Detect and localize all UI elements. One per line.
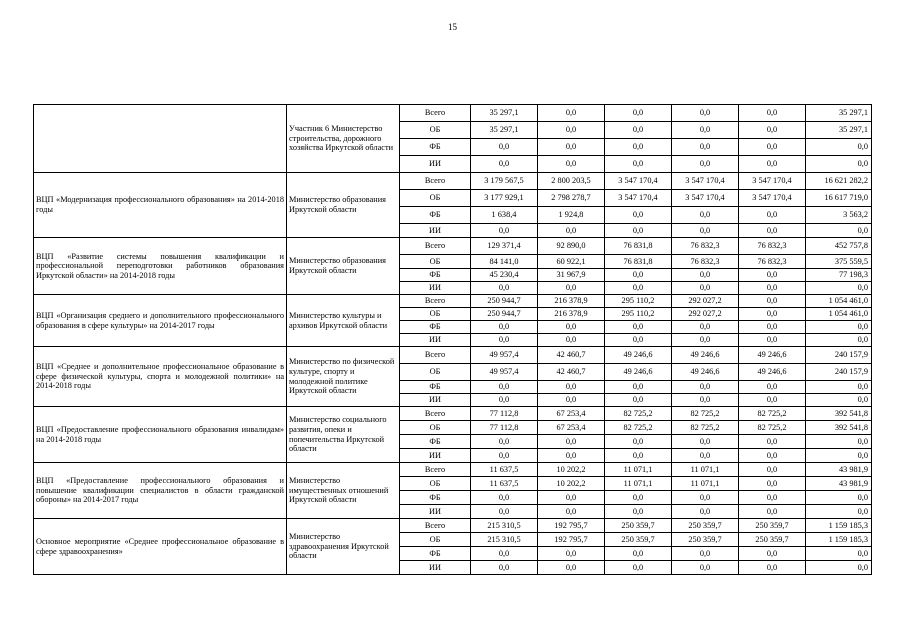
year-value: 3 547 170,4 <box>605 190 672 207</box>
total-value: 43 981,9 <box>806 463 872 477</box>
year-value: 0,0 <box>605 381 672 394</box>
year-value: 3 177 929,1 <box>471 190 538 207</box>
year-value: 0,0 <box>739 122 806 139</box>
year-value: 0,0 <box>605 224 672 238</box>
funding-source: ФБ <box>400 269 471 282</box>
year-value: 11 071,1 <box>605 463 672 477</box>
total-value: 0,0 <box>806 139 872 156</box>
year-value: 0,0 <box>605 561 672 575</box>
year-value: 0,0 <box>605 122 672 139</box>
year-value: 11 637,5 <box>471 477 538 491</box>
funding-source: ФБ <box>400 207 471 224</box>
total-value: 452 757,8 <box>806 238 872 255</box>
year-value: 0,0 <box>672 381 739 394</box>
year-value: 0,0 <box>471 139 538 156</box>
budget-table-body <box>34 105 872 575</box>
year-value: 0,0 <box>739 477 806 491</box>
year-value: 0,0 <box>605 269 672 282</box>
year-value: 295 110,2 <box>605 295 672 308</box>
year-value: 0,0 <box>471 224 538 238</box>
year-value: 82 725,2 <box>672 421 739 435</box>
year-value: 0,0 <box>739 449 806 463</box>
responsible-executor: Министерство социального развития, опеки и попечительства Иркутской области <box>287 407 400 463</box>
funding-source: Всего <box>400 105 471 122</box>
total-value: 35 297,1 <box>806 105 872 122</box>
year-value: 0,0 <box>538 547 605 561</box>
total-value: 1 159 185,3 <box>806 519 872 533</box>
funding-source: ФБ <box>400 321 471 334</box>
year-value: 292 027,2 <box>672 295 739 308</box>
total-value: 0,0 <box>806 435 872 449</box>
year-value: 49 246,6 <box>739 347 806 364</box>
program-name <box>34 105 287 173</box>
year-value: 0,0 <box>605 449 672 463</box>
year-value: 82 725,2 <box>605 421 672 435</box>
funding-source: ФБ <box>400 435 471 449</box>
year-value: 82 725,2 <box>672 407 739 421</box>
year-value: 11 071,1 <box>672 463 739 477</box>
responsible-executor: Министерство по физической культуре, спорту и молодежной политике Иркутской области <box>287 347 400 407</box>
year-value: 0,0 <box>538 321 605 334</box>
table-row <box>34 295 872 308</box>
year-value: 49 957,4 <box>471 347 538 364</box>
funding-source: ФБ <box>400 547 471 561</box>
year-value: 0,0 <box>739 381 806 394</box>
total-value: 0,0 <box>806 381 872 394</box>
total-value: 0,0 <box>806 491 872 505</box>
program-name: ВЦП «Среднее и дополнительное профессиональное образование в сфере физической культуры, спорта и молодежной политики» на 2014-2018 годы <box>34 347 287 407</box>
funding-source: Всего <box>400 407 471 421</box>
year-value: 82 725,2 <box>739 421 806 435</box>
year-value: 0,0 <box>538 105 605 122</box>
funding-source: ИИ <box>400 224 471 238</box>
year-value: 250 359,7 <box>672 519 739 533</box>
year-value: 0,0 <box>605 394 672 407</box>
year-value: 0,0 <box>739 505 806 519</box>
year-value: 295 110,2 <box>605 308 672 321</box>
year-value: 3 547 170,4 <box>739 190 806 207</box>
year-value: 84 141,0 <box>471 255 538 269</box>
funding-source: Всего <box>400 173 471 190</box>
table-row <box>34 463 872 477</box>
year-value: 0,0 <box>471 282 538 295</box>
year-value: 0,0 <box>672 105 739 122</box>
year-value: 76 832,3 <box>739 238 806 255</box>
year-value: 11 637,5 <box>471 463 538 477</box>
funding-source: ИИ <box>400 282 471 295</box>
year-value: 0,0 <box>605 334 672 347</box>
year-value: 0,0 <box>471 491 538 505</box>
year-value: 82 725,2 <box>739 407 806 421</box>
year-value: 0,0 <box>538 122 605 139</box>
year-value: 0,0 <box>739 334 806 347</box>
year-value: 0,0 <box>672 122 739 139</box>
year-value: 0,0 <box>605 505 672 519</box>
year-value: 0,0 <box>739 139 806 156</box>
year-value: 42 460,7 <box>538 364 605 381</box>
table-row <box>34 347 872 364</box>
table-row <box>34 407 872 421</box>
year-value: 49 246,6 <box>672 347 739 364</box>
program-name: Основное мероприятие «Среднее профессиональное образование в сфере здравоохранения» <box>34 519 287 575</box>
year-value: 0,0 <box>739 491 806 505</box>
total-value: 240 157,9 <box>806 364 872 381</box>
year-value: 0,0 <box>605 139 672 156</box>
year-value: 0,0 <box>672 321 739 334</box>
year-value: 0,0 <box>739 156 806 173</box>
year-value: 1 638,4 <box>471 207 538 224</box>
year-value: 0,0 <box>672 491 739 505</box>
funding-source: ОБ <box>400 533 471 547</box>
year-value: 2 798 278,7 <box>538 190 605 207</box>
total-value: 16 621 282,2 <box>806 173 872 190</box>
program-name: ВЦП «Предоставление профессионального образования и повышение квалификации специалистов в области гражданской обороны» на 2014-2017 годы <box>34 463 287 519</box>
year-value: 0,0 <box>739 224 806 238</box>
funding-source: ИИ <box>400 449 471 463</box>
year-value: 215 310,5 <box>471 533 538 547</box>
responsible-executor: Министерство культуры и архивов Иркутской области <box>287 295 400 347</box>
year-value: 0,0 <box>672 505 739 519</box>
year-value: 0,0 <box>471 561 538 575</box>
program-name: ВЦП «Организация среднего и дополнительного профессионального образования в сфере культуры» на 2014-2017 годы <box>34 295 287 347</box>
program-name: ВЦП «Развитие системы повышения квалификации и профессиональной переподготовки работников образования Иркутской области» на 2014-2018 годы <box>34 238 287 295</box>
year-value: 49 246,6 <box>672 364 739 381</box>
year-value: 11 071,1 <box>672 477 739 491</box>
year-value: 0,0 <box>739 207 806 224</box>
funding-source: Всего <box>400 463 471 477</box>
year-value: 11 071,1 <box>605 477 672 491</box>
year-value: 0,0 <box>739 561 806 575</box>
table-row <box>34 238 872 255</box>
funding-source: Всего <box>400 519 471 533</box>
year-value: 0,0 <box>471 381 538 394</box>
total-value: 35 297,1 <box>806 122 872 139</box>
funding-source: ИИ <box>400 561 471 575</box>
year-value: 0,0 <box>739 295 806 308</box>
year-value: 0,0 <box>471 321 538 334</box>
year-value: 82 725,2 <box>605 407 672 421</box>
year-value: 0,0 <box>672 561 739 575</box>
year-value: 216 378,9 <box>538 308 605 321</box>
year-value: 0,0 <box>739 269 806 282</box>
year-value: 129 371,4 <box>471 238 538 255</box>
year-value: 0,0 <box>538 224 605 238</box>
year-value: 76 832,3 <box>672 255 739 269</box>
year-value: 192 795,7 <box>538 533 605 547</box>
year-value: 60 922,1 <box>538 255 605 269</box>
funding-source: ОБ <box>400 122 471 139</box>
year-value: 0,0 <box>672 156 739 173</box>
table-row <box>34 173 872 190</box>
year-value: 250 359,7 <box>605 519 672 533</box>
year-value: 0,0 <box>739 282 806 295</box>
year-value: 49 957,4 <box>471 364 538 381</box>
funding-source: Всего <box>400 347 471 364</box>
total-value: 1 159 185,3 <box>806 533 872 547</box>
year-value: 0,0 <box>739 463 806 477</box>
year-value: 0,0 <box>538 334 605 347</box>
funding-source: ФБ <box>400 381 471 394</box>
year-value: 250 359,7 <box>605 533 672 547</box>
year-value: 0,0 <box>605 207 672 224</box>
year-value: 0,0 <box>538 139 605 156</box>
funding-source: ОБ <box>400 308 471 321</box>
year-value: 49 246,6 <box>739 364 806 381</box>
year-value: 0,0 <box>538 561 605 575</box>
year-value: 0,0 <box>739 435 806 449</box>
year-value: 216 378,9 <box>538 295 605 308</box>
funding-source: ИИ <box>400 156 471 173</box>
table-row <box>34 105 872 122</box>
year-value: 0,0 <box>538 394 605 407</box>
total-value: 1 054 461,0 <box>806 295 872 308</box>
program-name: ВЦП «Предоставление профессионального образования инвалидам» на 2014-2018 годы <box>34 407 287 463</box>
year-value: 0,0 <box>605 321 672 334</box>
total-value: 0,0 <box>806 561 872 575</box>
table-row <box>34 519 872 533</box>
year-value: 0,0 <box>672 282 739 295</box>
year-value: 0,0 <box>739 321 806 334</box>
year-value: 0,0 <box>471 156 538 173</box>
year-value: 0,0 <box>471 435 538 449</box>
year-value: 0,0 <box>471 334 538 347</box>
year-value: 76 831,8 <box>605 238 672 255</box>
year-value: 0,0 <box>739 308 806 321</box>
year-value: 0,0 <box>471 449 538 463</box>
total-value: 0,0 <box>806 224 872 238</box>
funding-source: ИИ <box>400 505 471 519</box>
total-value: 3 563,2 <box>806 207 872 224</box>
year-value: 76 832,3 <box>739 255 806 269</box>
year-value: 3 547 170,4 <box>672 173 739 190</box>
program-name: ВЦП «Модернизация профессионального образования» на 2014-2018 годы <box>34 173 287 238</box>
year-value: 250 944,7 <box>471 295 538 308</box>
funding-source: ОБ <box>400 364 471 381</box>
year-value: 0,0 <box>538 491 605 505</box>
year-value: 292 027,2 <box>672 308 739 321</box>
funding-source: ИИ <box>400 394 471 407</box>
year-value: 192 795,7 <box>538 519 605 533</box>
year-value: 0,0 <box>672 334 739 347</box>
year-value: 3 547 170,4 <box>672 190 739 207</box>
year-value: 49 246,6 <box>605 347 672 364</box>
year-value: 0,0 <box>672 224 739 238</box>
year-value: 0,0 <box>605 547 672 561</box>
total-value: 0,0 <box>806 547 872 561</box>
funding-source: ОБ <box>400 255 471 269</box>
total-value: 1 054 461,0 <box>806 308 872 321</box>
responsible-executor: Министерство имущественных отношений Иркутской области <box>287 463 400 519</box>
funding-source: Всего <box>400 238 471 255</box>
total-value: 0,0 <box>806 449 872 463</box>
year-value: 0,0 <box>538 435 605 449</box>
funding-source: ОБ <box>400 477 471 491</box>
year-value: 45 230,4 <box>471 269 538 282</box>
year-value: 0,0 <box>471 394 538 407</box>
year-value: 10 202,2 <box>538 477 605 491</box>
total-value: 392 541,8 <box>806 407 872 421</box>
total-value: 240 157,9 <box>806 347 872 364</box>
year-value: 0,0 <box>538 156 605 173</box>
year-value: 92 890,0 <box>538 238 605 255</box>
year-value: 0,0 <box>605 156 672 173</box>
year-value: 0,0 <box>538 505 605 519</box>
total-value: 77 198,3 <box>806 269 872 282</box>
year-value: 1 924,8 <box>538 207 605 224</box>
year-value: 2 800 203,5 <box>538 173 605 190</box>
funding-source: Всего <box>400 295 471 308</box>
year-value: 67 253,4 <box>538 407 605 421</box>
year-value: 76 831,8 <box>605 255 672 269</box>
responsible-executor: Министерство здравоохранения Иркутской области <box>287 519 400 575</box>
funding-source: ФБ <box>400 491 471 505</box>
total-value: 0,0 <box>806 394 872 407</box>
year-value: 77 112,8 <box>471 407 538 421</box>
year-value: 35 297,1 <box>471 105 538 122</box>
year-value: 3 547 170,4 <box>739 173 806 190</box>
year-value: 31 967,9 <box>538 269 605 282</box>
year-value: 0,0 <box>672 207 739 224</box>
year-value: 42 460,7 <box>538 347 605 364</box>
year-value: 0,0 <box>672 139 739 156</box>
year-value: 250 359,7 <box>739 519 806 533</box>
year-value: 0,0 <box>672 435 739 449</box>
year-value: 0,0 <box>471 547 538 561</box>
responsible-executor: Министерство образования Иркутской области <box>287 238 400 295</box>
year-value: 250 359,7 <box>672 533 739 547</box>
year-value: 0,0 <box>672 449 739 463</box>
year-value: 3 547 170,4 <box>605 173 672 190</box>
year-value: 0,0 <box>672 394 739 407</box>
year-value: 0,0 <box>538 449 605 463</box>
year-value: 35 297,1 <box>471 122 538 139</box>
year-value: 0,0 <box>739 394 806 407</box>
total-value: 0,0 <box>806 321 872 334</box>
year-value: 67 253,4 <box>538 421 605 435</box>
year-value: 250 944,7 <box>471 308 538 321</box>
year-value: 0,0 <box>605 105 672 122</box>
funding-source: ОБ <box>400 421 471 435</box>
year-value: 0,0 <box>605 491 672 505</box>
year-value: 10 202,2 <box>538 463 605 477</box>
year-value: 0,0 <box>605 282 672 295</box>
year-value: 250 359,7 <box>739 533 806 547</box>
year-value: 77 112,8 <box>471 421 538 435</box>
total-value: 0,0 <box>806 282 872 295</box>
year-value: 215 310,5 <box>471 519 538 533</box>
year-value: 0,0 <box>739 105 806 122</box>
year-value: 49 246,6 <box>605 364 672 381</box>
total-value: 0,0 <box>806 156 872 173</box>
year-value: 0,0 <box>471 505 538 519</box>
total-value: 392 541,8 <box>806 421 872 435</box>
page-number: 15 <box>448 22 457 32</box>
funding-source: ФБ <box>400 139 471 156</box>
year-value: 0,0 <box>538 381 605 394</box>
year-value: 0,0 <box>672 269 739 282</box>
year-value: 76 832,3 <box>672 238 739 255</box>
responsible-executor: Участник 6 Министерство строительства, дорожного хозяйства Иркутской области <box>287 105 400 173</box>
total-value: 43 981,9 <box>806 477 872 491</box>
responsible-executor: Министерство образования Иркутской области <box>287 173 400 238</box>
funding-source: ИИ <box>400 334 471 347</box>
year-value: 0,0 <box>605 435 672 449</box>
total-value: 0,0 <box>806 334 872 347</box>
total-value: 0,0 <box>806 505 872 519</box>
budget-table <box>33 104 872 575</box>
total-value: 375 559,5 <box>806 255 872 269</box>
total-value: 16 617 719,0 <box>806 190 872 207</box>
year-value: 0,0 <box>538 282 605 295</box>
year-value: 3 179 567,5 <box>471 173 538 190</box>
year-value: 0,0 <box>739 547 806 561</box>
funding-source: ОБ <box>400 190 471 207</box>
year-value: 0,0 <box>672 547 739 561</box>
